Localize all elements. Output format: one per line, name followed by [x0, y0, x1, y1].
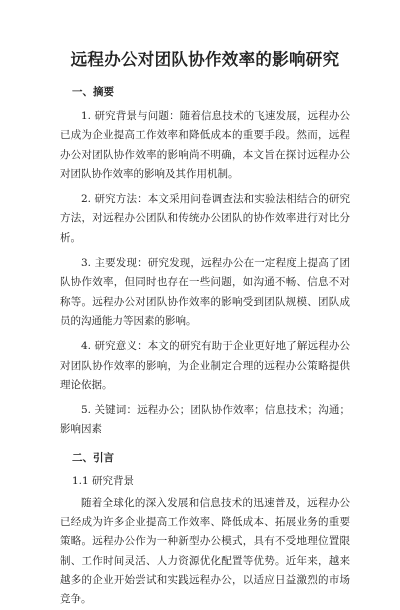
document-title: 远程办公对团队协作效率的影响研究: [70, 50, 340, 69]
intro-subheading: 1.1 研究背景: [72, 474, 135, 487]
abstract-paragraph-findings: 3. 主要发现：研究发现，远程办公在一定程度上提高了团队协作效率，但同时也存在一些问题，如沟通不畅、信息不对称等。远程办公对团队协作效率的影响受到团队规模、团队成员的沟通能力等因素的影响。: [60, 257, 350, 327]
abstract-heading: 一、摘要: [72, 86, 114, 98]
intro-paragraph-background: 随着全球化的深入发展和信息技术的迅速普及，远程办公已经成为许多企业提高工作效率、降低成本、拓展业务的重要策略。远程办公作为一种新型办公模式，具有不受地理位置限制、工作时间灵活、人力资源优化配置等优势。近年来，越来越多的企业开始尝试和实践远程办公，以适应日益激烈的市场竞争。: [60, 496, 350, 606]
abstract-paragraph-background: 1. 研究背景与问题：随着信息技术的飞速发展，远程办公已成为企业提高工作效率和降低成本的重要手段。然而，远程办公对团队协作效率的影响尚不明确，本文旨在探讨远程办公对团队协作效率的影响及其作用机制。: [60, 110, 350, 180]
abstract-paragraph-methods: 2. 研究方法：本文采用问卷调查法和实验法相结合的研究方法，对远程办公团队和传统办公团队的协作效率进行对比分析。: [60, 193, 350, 244]
abstract-paragraph-keywords: 5. 关键词：远程办公；团队协作效率；信息技术；沟通；影响因素: [60, 404, 350, 436]
intro-heading: 二、引言: [72, 451, 114, 464]
abstract-paragraph-significance: 4. 研究意义：本文的研究有助于企业更好地了解远程办公对团队协作效率的影响，为企业制定合理的远程办公策略提供理论依据。: [60, 340, 350, 391]
